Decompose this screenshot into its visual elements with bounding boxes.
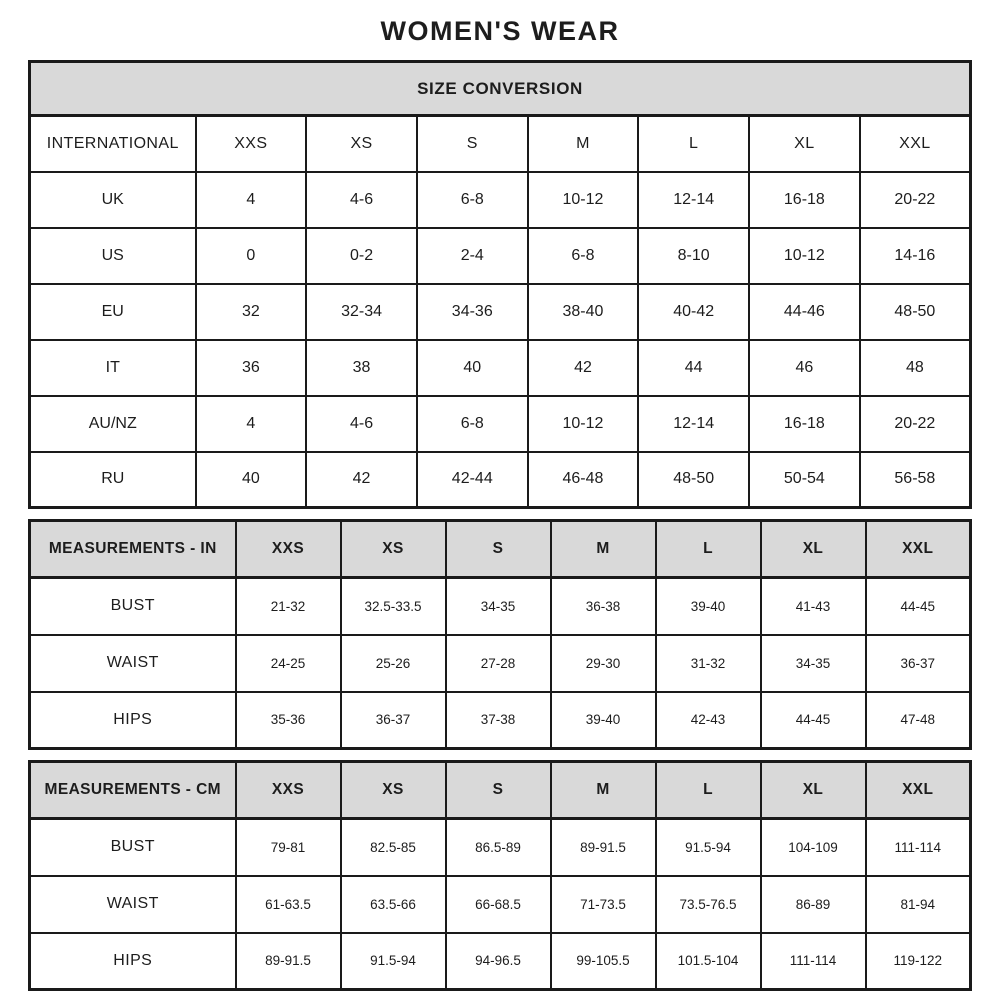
header-size-cell: XXL bbox=[866, 521, 971, 578]
size-conversion-table bbox=[28, 60, 972, 509]
value-cell: 40 bbox=[417, 340, 528, 396]
table-row bbox=[30, 578, 971, 635]
table-row bbox=[30, 452, 971, 508]
row-label: US bbox=[30, 228, 196, 284]
value-cell: 34-35 bbox=[446, 578, 551, 635]
value-cell: 73.5-76.5 bbox=[656, 876, 761, 933]
row-label: IT bbox=[30, 340, 196, 396]
header-size-cell: XXL bbox=[866, 762, 971, 819]
value-cell: 40 bbox=[196, 452, 307, 508]
value-cell: 16-18 bbox=[749, 396, 860, 452]
value-cell: 34-35 bbox=[761, 635, 866, 692]
value-cell: 91.5-94 bbox=[341, 933, 446, 990]
value-cell: 79-81 bbox=[236, 819, 341, 876]
table-title: SIZE CONVERSION bbox=[30, 62, 971, 116]
table-header-row bbox=[30, 116, 971, 172]
value-cell: 4-6 bbox=[306, 172, 417, 228]
header-size-cell: L bbox=[656, 521, 761, 578]
value-cell: 10-12 bbox=[749, 228, 860, 284]
value-cell: 42 bbox=[528, 340, 639, 396]
row-label: HIPS bbox=[30, 933, 236, 990]
header-size-cell: XXL bbox=[860, 116, 971, 172]
value-cell: 38 bbox=[306, 340, 417, 396]
value-cell: 20-22 bbox=[860, 396, 971, 452]
value-cell: 42-43 bbox=[656, 692, 761, 749]
value-cell: 29-30 bbox=[551, 635, 656, 692]
row-label: EU bbox=[30, 284, 196, 340]
table-row bbox=[30, 172, 971, 228]
value-cell: 6-8 bbox=[417, 172, 528, 228]
header-size-cell: M bbox=[551, 521, 656, 578]
value-cell: 86.5-89 bbox=[446, 819, 551, 876]
value-cell: 89-91.5 bbox=[236, 933, 341, 990]
value-cell: 2-4 bbox=[417, 228, 528, 284]
row-label: UK bbox=[30, 172, 196, 228]
value-cell: 63.5-66 bbox=[341, 876, 446, 933]
value-cell: 99-105.5 bbox=[551, 933, 656, 990]
value-cell: 10-12 bbox=[528, 396, 639, 452]
header-size-cell: XS bbox=[306, 116, 417, 172]
page-title: WOMEN'S WEAR bbox=[380, 16, 620, 46]
measurements-in-table bbox=[28, 519, 972, 750]
table-row bbox=[30, 692, 971, 749]
value-cell: 6-8 bbox=[417, 396, 528, 452]
value-cell: 50-54 bbox=[749, 452, 860, 508]
header-size-cell: XL bbox=[749, 116, 860, 172]
value-cell: 46 bbox=[749, 340, 860, 396]
value-cell: 48 bbox=[860, 340, 971, 396]
value-cell: 24-25 bbox=[236, 635, 341, 692]
header-size-cell: XL bbox=[761, 762, 866, 819]
value-cell: 32.5-33.5 bbox=[341, 578, 446, 635]
header-size-cell: M bbox=[528, 116, 639, 172]
value-cell: 47-48 bbox=[866, 692, 971, 749]
value-cell: 39-40 bbox=[551, 692, 656, 749]
value-cell: 8-10 bbox=[638, 228, 749, 284]
value-cell: 38-40 bbox=[528, 284, 639, 340]
table-header-row bbox=[30, 762, 971, 819]
value-cell: 36 bbox=[196, 340, 307, 396]
value-cell: 0-2 bbox=[306, 228, 417, 284]
value-cell: 86-89 bbox=[761, 876, 866, 933]
value-cell: 56-58 bbox=[860, 452, 971, 508]
value-cell: 81-94 bbox=[866, 876, 971, 933]
header-size-cell: XXS bbox=[236, 762, 341, 819]
value-cell: 89-91.5 bbox=[551, 819, 656, 876]
value-cell: 36-37 bbox=[341, 692, 446, 749]
header-size-cell: XXS bbox=[236, 521, 341, 578]
table-header-row bbox=[30, 521, 971, 578]
value-cell: 27-28 bbox=[446, 635, 551, 692]
value-cell: 42 bbox=[306, 452, 417, 508]
value-cell: 36-38 bbox=[551, 578, 656, 635]
value-cell: 44-45 bbox=[761, 692, 866, 749]
table-row bbox=[30, 635, 971, 692]
value-cell: 14-16 bbox=[860, 228, 971, 284]
value-cell: 37-38 bbox=[446, 692, 551, 749]
header-size-cell: XL bbox=[761, 521, 866, 578]
value-cell: 44 bbox=[638, 340, 749, 396]
value-cell: 16-18 bbox=[749, 172, 860, 228]
value-cell: 44-45 bbox=[866, 578, 971, 635]
value-cell: 66-68.5 bbox=[446, 876, 551, 933]
table-row bbox=[30, 876, 971, 933]
value-cell: 71-73.5 bbox=[551, 876, 656, 933]
value-cell: 35-36 bbox=[236, 692, 341, 749]
value-cell: 41-43 bbox=[761, 578, 866, 635]
value-cell: 0 bbox=[196, 228, 307, 284]
value-cell: 21-32 bbox=[236, 578, 341, 635]
header-label-cell: INTERNATIONAL bbox=[30, 116, 196, 172]
header-size-cell: L bbox=[656, 762, 761, 819]
row-label: WAIST bbox=[30, 635, 236, 692]
value-cell: 12-14 bbox=[638, 172, 749, 228]
value-cell: 4-6 bbox=[306, 396, 417, 452]
value-cell: 4 bbox=[196, 396, 307, 452]
value-cell: 111-114 bbox=[761, 933, 866, 990]
row-label: BUST bbox=[30, 819, 236, 876]
value-cell: 61-63.5 bbox=[236, 876, 341, 933]
value-cell: 34-36 bbox=[417, 284, 528, 340]
header-size-cell: L bbox=[638, 116, 749, 172]
value-cell: 40-42 bbox=[638, 284, 749, 340]
measurements-cm-table bbox=[28, 760, 972, 991]
table-row bbox=[30, 396, 971, 452]
value-cell: 119-122 bbox=[866, 933, 971, 990]
value-cell: 48-50 bbox=[638, 452, 749, 508]
value-cell: 91.5-94 bbox=[656, 819, 761, 876]
header-size-cell: M bbox=[551, 762, 656, 819]
row-label: WAIST bbox=[30, 876, 236, 933]
header-size-cell: XXS bbox=[196, 116, 307, 172]
value-cell: 39-40 bbox=[656, 578, 761, 635]
value-cell: 104-109 bbox=[761, 819, 866, 876]
value-cell: 36-37 bbox=[866, 635, 971, 692]
header-size-cell: S bbox=[417, 116, 528, 172]
header-size-cell: S bbox=[446, 762, 551, 819]
row-label: BUST bbox=[30, 578, 236, 635]
header-label-cell: MEASUREMENTS - IN bbox=[30, 521, 236, 578]
value-cell: 44-46 bbox=[749, 284, 860, 340]
value-cell: 94-96.5 bbox=[446, 933, 551, 990]
table-row bbox=[30, 228, 971, 284]
header-size-cell: XS bbox=[341, 762, 446, 819]
value-cell: 31-32 bbox=[656, 635, 761, 692]
value-cell: 32 bbox=[196, 284, 307, 340]
header-size-cell: S bbox=[446, 521, 551, 578]
value-cell: 12-14 bbox=[638, 396, 749, 452]
value-cell: 32-34 bbox=[306, 284, 417, 340]
value-cell: 82.5-85 bbox=[341, 819, 446, 876]
table-row bbox=[30, 819, 971, 876]
table-row bbox=[30, 340, 971, 396]
value-cell: 101.5-104 bbox=[656, 933, 761, 990]
value-cell: 20-22 bbox=[860, 172, 971, 228]
table-title-row bbox=[30, 62, 971, 116]
value-cell: 48-50 bbox=[860, 284, 971, 340]
row-label: AU/NZ bbox=[30, 396, 196, 452]
value-cell: 4 bbox=[196, 172, 307, 228]
value-cell: 25-26 bbox=[341, 635, 446, 692]
value-cell: 6-8 bbox=[528, 228, 639, 284]
row-label: HIPS bbox=[30, 692, 236, 749]
row-label: RU bbox=[30, 452, 196, 508]
value-cell: 46-48 bbox=[528, 452, 639, 508]
table-row bbox=[30, 933, 971, 990]
value-cell: 42-44 bbox=[417, 452, 528, 508]
table-row bbox=[30, 284, 971, 340]
value-cell: 10-12 bbox=[528, 172, 639, 228]
value-cell: 111-114 bbox=[866, 819, 971, 876]
header-label-cell: MEASUREMENTS - CM bbox=[30, 762, 236, 819]
header-size-cell: XS bbox=[341, 521, 446, 578]
